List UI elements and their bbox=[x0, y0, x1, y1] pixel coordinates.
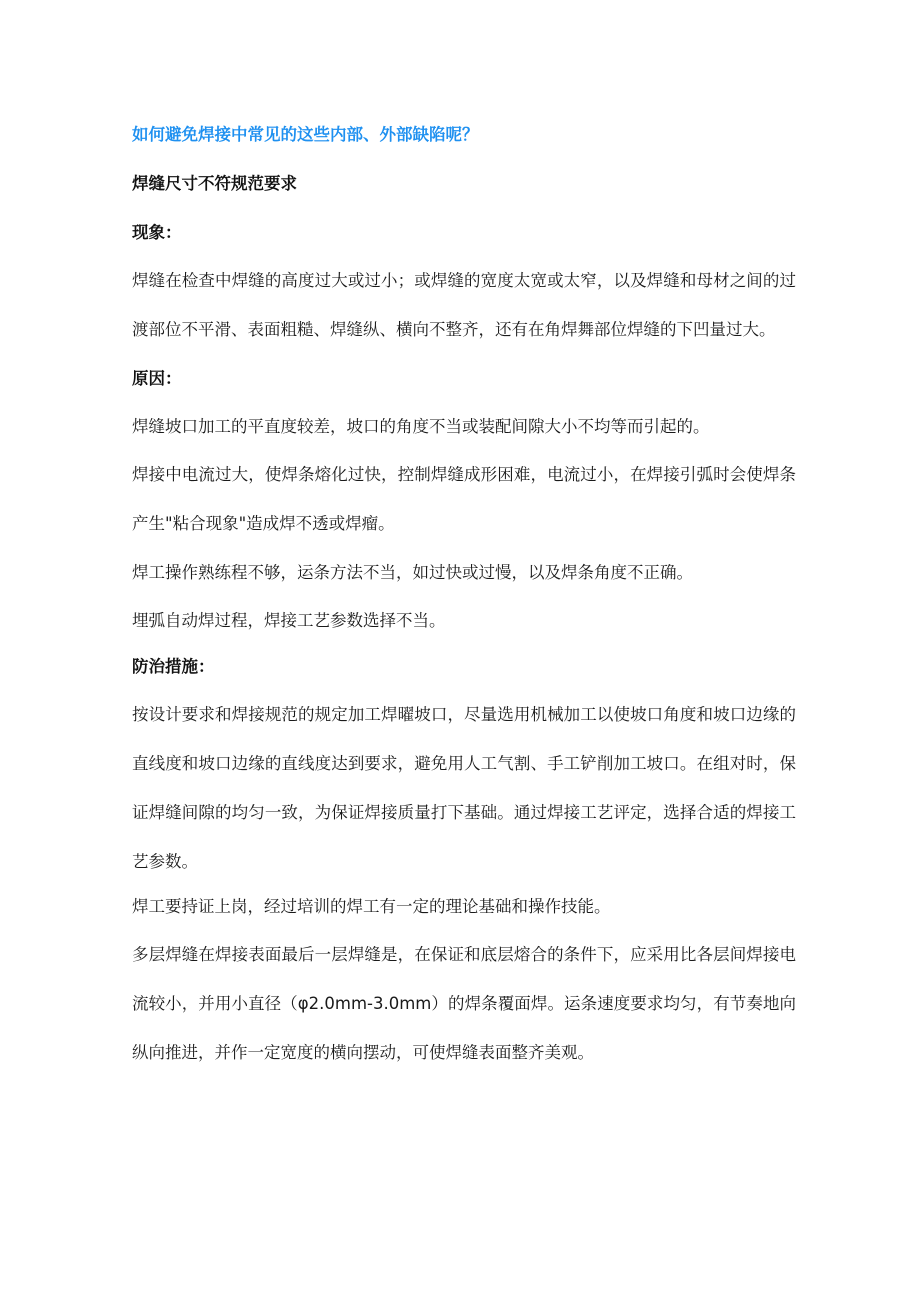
measure-paragraph: 多层焊缝在焊接表面最后一层焊缝是，在保证和底层熔合的条件下，应采用比各层间焊接电流较小，并用小直径（φ2.0mm-3.0mm）的焊条覆面焊。运条速度要求均匀，有节奏地向纵向推进，并作一定宽度的横向摆动，可使焊缝表面整齐美观。 bbox=[132, 945, 796, 1062]
measure-paragraph: 按设计要求和焊接规范的规定加工焊曜坡口，尽量选用机械加工以使坡口角度和坡口边缘的直线度和坡口边缘的直线度达到要求，避免用人工气割、手工铲削加工坡口。在组对时，保证焊缝间隙的均匀一致，为保证焊接质量打下基础。通过焊接工艺评定，选择合适的焊接工艺参数。 bbox=[132, 705, 796, 871]
article-title: 如何避免焊接中常见的这些内部、外部缺陷呢？ bbox=[132, 125, 479, 144]
section-title: 焊缝尺寸不符规范要求 bbox=[132, 174, 297, 193]
measures-heading: 防治措施： bbox=[132, 657, 215, 676]
cause-paragraph: 焊工操作熟练程不够，运条方法不当，如过快或过慢，以及焊条角度不正确。 bbox=[132, 563, 693, 582]
phenomenon-heading: 现象： bbox=[132, 223, 182, 242]
cause-heading: 原因： bbox=[132, 369, 182, 388]
cause-paragraph: 焊缝坡口加工的平直度较差，坡口的角度不当或装配间隙大小不均等而引起的。 bbox=[132, 417, 710, 436]
phenomenon-paragraph: 焊缝在检查中焊缝的高度过大或过小；或焊缝的宽度太宽或太窄，以及焊缝和母材之间的过渡部位不平滑、表面粗糙、焊缝纵、横向不整齐，还有在角焊舞部位焊缝的下凹量过大。 bbox=[132, 271, 796, 339]
cause-paragraph: 焊接中电流过大，使焊条熔化过快，控制焊缝成形困难，电流过小，在焊接引弧时会使焊条产生"粘合现象"造成焊不透或焊瘤。 bbox=[132, 465, 796, 533]
cause-paragraph: 埋弧自动焊过程，焊接工艺参数选择不当。 bbox=[132, 611, 446, 630]
measure-paragraph: 焊工要持证上岗，经过培训的焊工有一定的理论基础和操作技能。 bbox=[132, 897, 611, 916]
